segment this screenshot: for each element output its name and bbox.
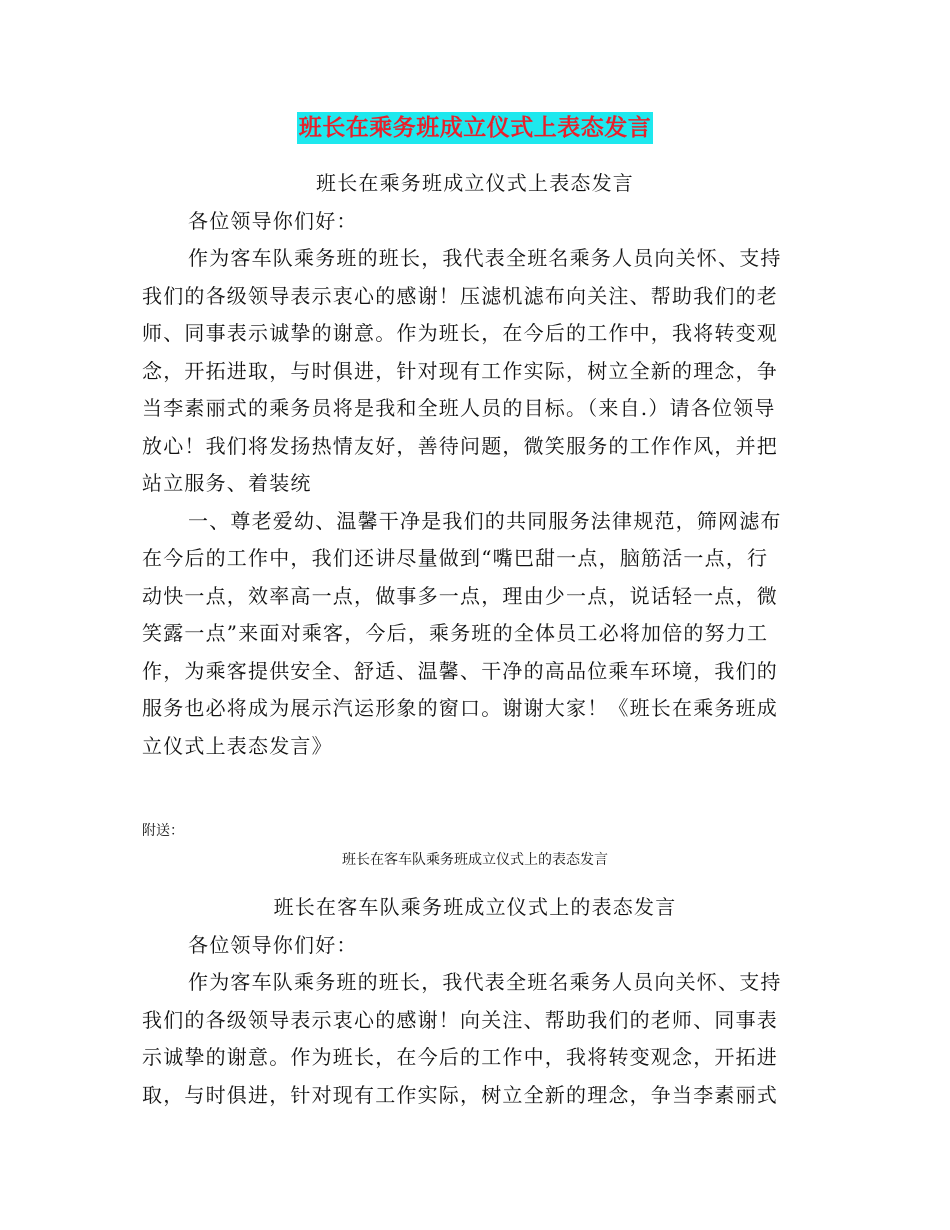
paragraph-line: 放心！我们将发扬热情友好，善待问题，微笑服务的工作作风，并把	[142, 433, 778, 458]
paragraph-line: 动快一点，效率高一点，做事多一点，理由少一点，说话轻一点，微	[142, 583, 778, 608]
paragraph-line: 立仪式上表态发言》	[142, 733, 333, 758]
paragraph-line: 一、尊老爱幼、温馨干净是我们的共同服务法律规范，筛网滤布	[188, 508, 782, 533]
paragraph-line: 示诚挚的谢意。作为班长，在今后的工作中，我将转变观念，开拓进	[142, 1045, 778, 1069]
paragraph-line: 我们的各级领导表示衷心的感谢！向关注、帮助我们的老师、同事表	[142, 1007, 778, 1032]
paragraph-line: 作为客车队乘务班的班长，我代表全班名乘务人员向关怀、支持	[188, 246, 782, 270]
paragraph-line: 师、同事表示诚挚的谢意。作为班长，在今后的工作中，我将转变观	[142, 321, 778, 345]
appendix-label: 附送：	[142, 823, 184, 839]
paragraph-line: 作为客车队乘务班的班长，我代表全班名乘务人员向关怀、支持	[188, 970, 782, 994]
speech-greeting: 各位领导你们好：	[188, 208, 358, 233]
paragraph-line: 作，为乘客提供安全、舒适、温馨、干净的高品位乘车环境，我们的	[142, 658, 778, 683]
speech-section	[142, 165, 808, 765]
paragraph-line: 念，开拓进取，与时俱进，针对现有工作实际，树立全新的理念，争	[142, 358, 778, 383]
appendix-section	[142, 889, 808, 1114]
paragraph-line: 笑露一点”来面对乘客，今后，乘务班的全体员工必将加倍的努力工	[142, 621, 769, 645]
main-title: 班长在乘务班成立仪式上表态发言	[297, 112, 654, 144]
appendix-subtitle: 班长在客车队乘务班成立仪式上的表态发言	[273, 895, 677, 919]
paragraph-line: 取，与时俱进，针对现有工作实际，树立全新的理念，争当李素丽式	[142, 1082, 778, 1107]
paragraph-line: 当李素丽式的乘务员将是我和全班人员的目标。（来自.）请各位领导	[142, 396, 776, 420]
paragraph-line: 服务也必将成为展示汽运形象的窗口。谢谢大家！《班长在乘务班成	[142, 696, 778, 720]
paragraph-line: 站立服务、着装统	[142, 471, 312, 495]
paragraph-line: 我们的各级领导表示衷心的感谢！压滤机滤布向关注、帮助我们的老	[142, 283, 778, 308]
speech-subtitle: 班长在乘务班成立仪式上表态发言	[316, 171, 634, 195]
paragraph-line: 在今后的工作中，我们还讲尽量做到“嘴巴甜一点，脑筋活一点，行	[142, 546, 769, 570]
title-block	[0, 112, 950, 144]
appendix-greeting: 各位领导你们好：	[188, 932, 358, 957]
appendix-small-title: 班长在客车队乘务班成立仪式上的表态发言	[342, 852, 608, 868]
